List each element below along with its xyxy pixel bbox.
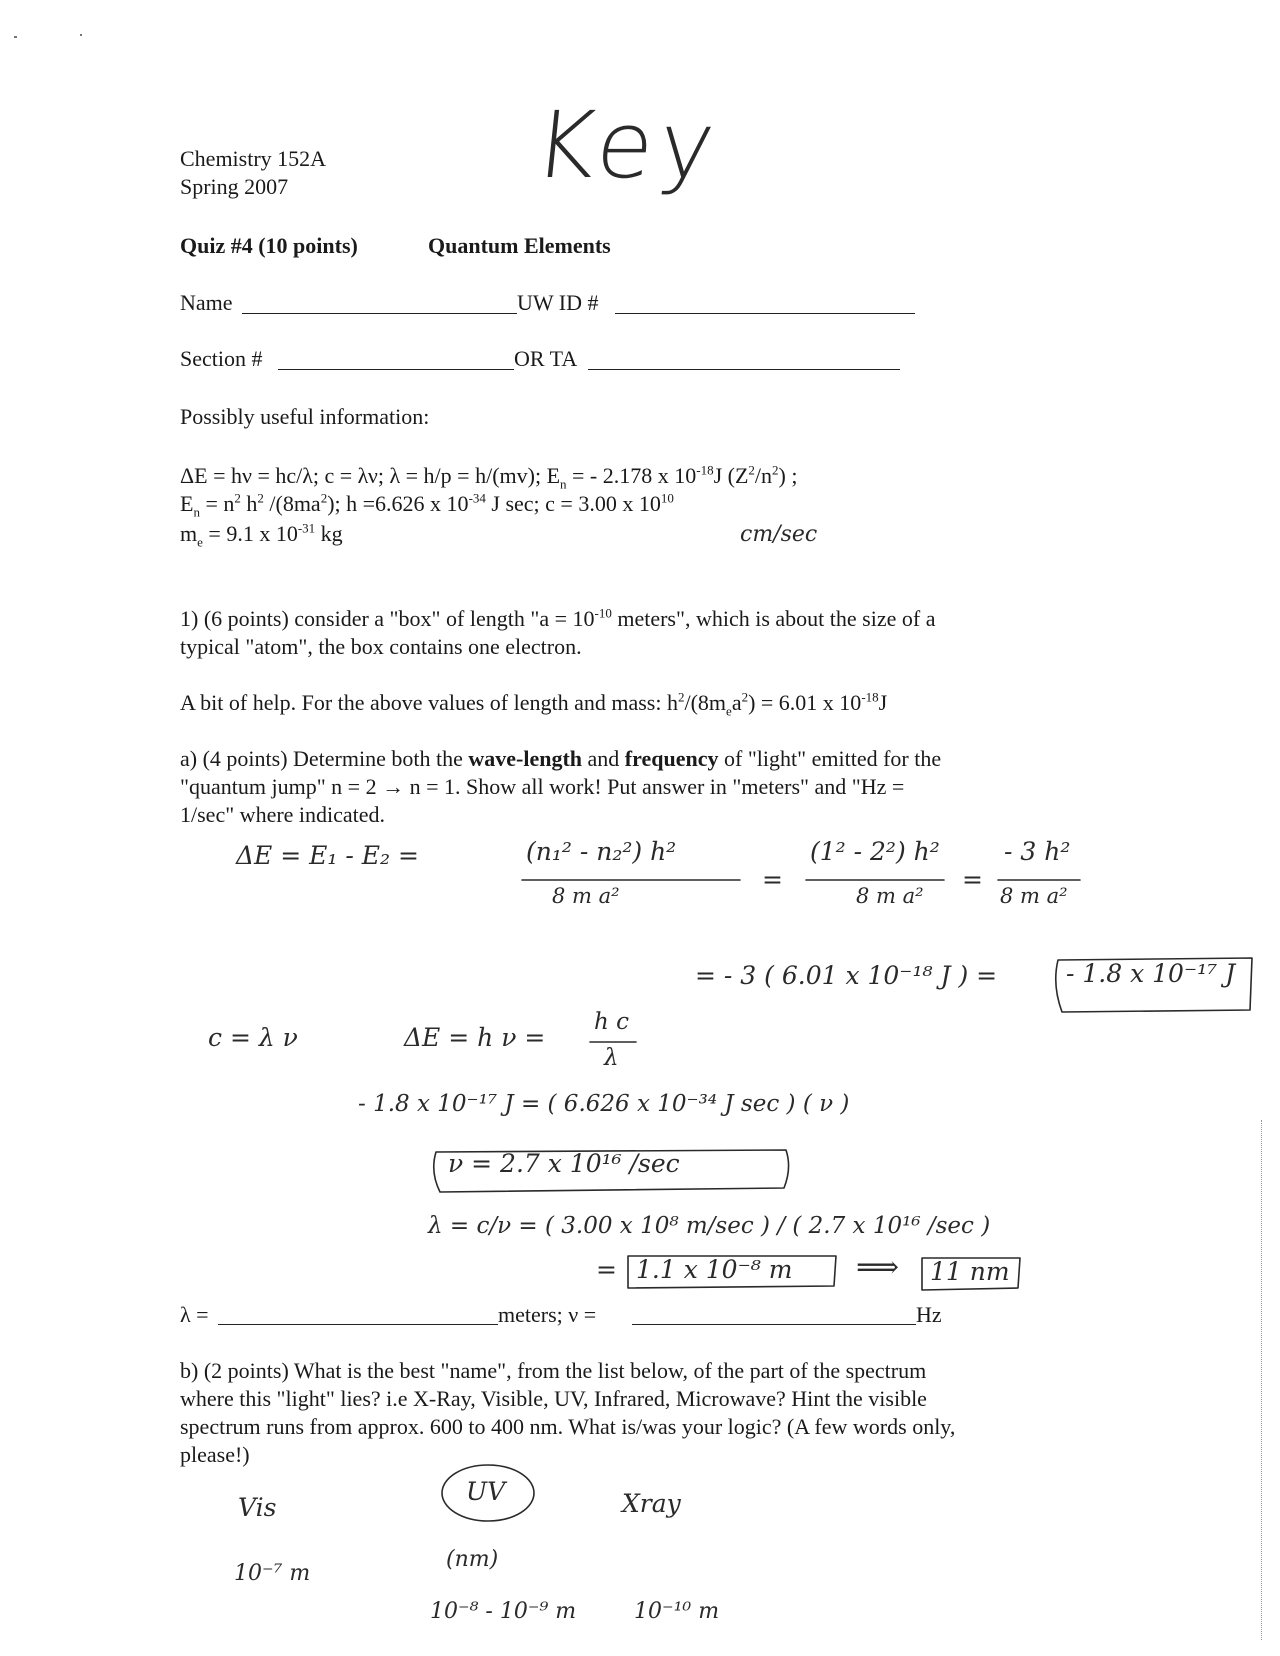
work-eq7-arrow: ⟹	[856, 1250, 900, 1285]
help-d: ) = 6.01 x 10	[748, 690, 862, 715]
formula-1-c: J (Z	[713, 463, 749, 488]
note-uv: UV	[466, 1477, 506, 1506]
scan-speck	[14, 36, 17, 38]
quiz-title: Quiz #4 (10 points)	[180, 233, 358, 258]
work-eq1-den: 8 m a²	[552, 884, 620, 908]
term: Spring 2007	[180, 174, 289, 199]
work-eq3-left: c = λ ν	[208, 1023, 298, 1052]
meters-nu-label: meters; ν =	[498, 1302, 597, 1327]
formula-2-b: = n	[199, 491, 235, 516]
formula-3-b: = 9.1 x 10	[202, 521, 298, 546]
help-c: a	[731, 690, 742, 715]
course-title: Chemistry 152A	[180, 146, 327, 171]
formula-1-b: = - 2.178 x 10	[572, 463, 697, 488]
q1b-line-2: where this "light" lies? i.e X-Ray, Visible, UV, Infrared, Microwave? Hint the visible	[180, 1386, 927, 1411]
work-eq3-mid: ΔE = h ν =	[404, 1023, 546, 1052]
q1a-line-3: 1/sec" where indicated.	[180, 802, 386, 827]
work-eq1-left: ΔE = E₁ - E₂ =	[236, 841, 419, 870]
formula-1-e: ) ;	[778, 463, 798, 488]
work-eq2: = - 3 ( 6.01 x 10⁻¹⁸ J ) =	[695, 961, 998, 990]
work-eq2-boxed: - 1.8 x 10⁻¹⁷ J	[1066, 959, 1236, 988]
formula-1-d: /n	[754, 463, 773, 488]
info-heading: Possibly useful information:	[180, 404, 430, 429]
formula-2-f: J sec; c = 3.00 x 10	[485, 491, 661, 516]
lambda-label: λ =	[180, 1302, 209, 1327]
q1b-line-1: b) (2 points) What is the best "name", from the list below, of the part of the spectrum	[180, 1358, 927, 1383]
q1a-line-1	[180, 746, 941, 772]
formula-2-a: E	[180, 491, 194, 516]
ta-label: OR TA	[514, 346, 578, 371]
q1a-l1-d: frequency	[624, 746, 719, 771]
work-eq3-frac-den: λ	[604, 1045, 619, 1071]
note-xray-scale: 10⁻¹⁰ m	[634, 1599, 720, 1624]
work-eq4: - 1.8 x 10⁻¹⁷ J = ( 6.626 x 10⁻³⁴ J sec ) ( ν )	[358, 1091, 850, 1117]
uwid-blank[interactable]	[615, 313, 915, 314]
work-eq7-boxed: 1.1 x 10⁻⁸ m	[636, 1255, 793, 1284]
q1a-line-2: "quantum jump" n = 2 → n = 1. Show all work! Put answer in "meters" and "Hz =	[180, 774, 905, 799]
note-vis: Vis	[238, 1493, 277, 1522]
formula-line-2: $E_n = n^2$ $h^2$ $/(8ma^2)$; h =6.626 x $10^{-34}$ J sec; c = 3.00 x $10^{10}$	[180, 490, 674, 520]
q1-prompt-a: 1) (6 points) consider a "box" of length "a = 10	[180, 606, 595, 631]
lambda-answer-blank[interactable]	[218, 1324, 498, 1325]
nu-answer-blank[interactable]	[632, 1324, 916, 1325]
formula-3-a: m	[180, 521, 198, 546]
name-blank[interactable]	[242, 313, 517, 314]
formula-1-a: ΔE = hν = hc/λ; c = λν; λ = h/p = h/(mv); E	[180, 463, 561, 488]
formula-2-e: ); h =6.626 x 10	[327, 491, 469, 516]
work-eq5-boxed: ν = 2.7 x 10¹⁶ /sec	[448, 1149, 680, 1178]
help-a: A bit of help. For the above values of length and mass: h	[180, 690, 678, 715]
section-label: Section #	[180, 346, 263, 371]
name-label: Name	[180, 290, 233, 315]
q1b-line-4: please!)	[180, 1442, 250, 1467]
handwritten-key-title: Key	[529, 92, 726, 199]
formula-3-c: kg	[315, 521, 343, 546]
work-eq6: λ = c/ν = ( 3.00 x 10⁸ m/sec ) / ( 2.7 x 10¹⁶ /sec )	[428, 1213, 991, 1239]
q1a-l1-b: wave-length	[468, 746, 583, 771]
note-vis-scale: 10⁻⁷ m	[234, 1561, 311, 1586]
q1-prompt-line-1: 1) (6 points) consider a "box" of length "$a = 10^{-10}$ meters", which is about the size of a	[180, 605, 936, 631]
q1-help: A bit of help. For the above values of length and mass: $h^2/(8m_ea^2) = 6.01$ x $10^{-18}J$	[180, 689, 888, 719]
q1a-l1-a: a) (4 points) Determine both the	[180, 746, 469, 771]
scan-speck	[80, 34, 82, 36]
hz-label: Hz	[916, 1302, 942, 1327]
note-uv-scale: 10⁻⁸ - 10⁻⁹ m	[430, 1599, 577, 1624]
q1-prompt-line-2: typical "atom", the box contains one electron.	[180, 634, 582, 659]
help-b: /(8m	[684, 690, 727, 715]
q1-prompt-b: meters", which is about the size of a	[611, 606, 936, 631]
formula-line-1: ΔE = hν = hc/λ; c = λν; λ = h/p = h/(mv); $E_n$ = - 2.178 x $10^{-18}J$ $(Z^2/n^2)$ ;	[180, 462, 798, 492]
formula-2-d: /(8ma	[263, 491, 321, 516]
work-eq1-right-den: 8 m a²	[1000, 884, 1068, 908]
q1a-l1-c: and	[582, 746, 625, 771]
uwid-label: UW ID #	[517, 290, 599, 315]
q1b-line-3: spectrum runs from approx. 600 to 400 nm. What is/was your logic? (A few words only,	[180, 1414, 956, 1439]
section-blank[interactable]	[278, 369, 514, 370]
note-uv-unit: (nm)	[446, 1547, 499, 1572]
formula-2-c: h	[240, 491, 258, 516]
work-eq7-prefix: =	[596, 1255, 617, 1284]
work-eq1-right-num: - 3 h²	[1004, 837, 1071, 866]
work-eq1-eq: =	[762, 865, 783, 894]
note-xray: Xray	[622, 1489, 681, 1518]
work-eq3-frac-num: h c	[594, 1009, 630, 1035]
formula-line-3: $m_e = 9.1$ x $10^{-31}$ kg	[180, 520, 343, 550]
help-e: J	[878, 690, 888, 715]
work-eq1-mid-num: (1² - 2²) h²	[810, 837, 940, 866]
scan-edge	[1261, 1120, 1262, 1640]
work-eq1-num: (n₁² - n₂²) h²	[526, 837, 677, 866]
work-eq1-mid-den: 8 m a²	[856, 884, 924, 908]
work-eq1-eq2: =	[962, 865, 983, 894]
handwritten-units: cm/sec	[740, 522, 818, 547]
q1a-l1-e: of "light" emitted for the	[718, 746, 942, 771]
work-eq7-boxed2: 11 nm	[930, 1257, 1010, 1286]
ta-blank[interactable]	[588, 369, 900, 370]
quiz-subject: Quantum Elements	[428, 233, 611, 258]
